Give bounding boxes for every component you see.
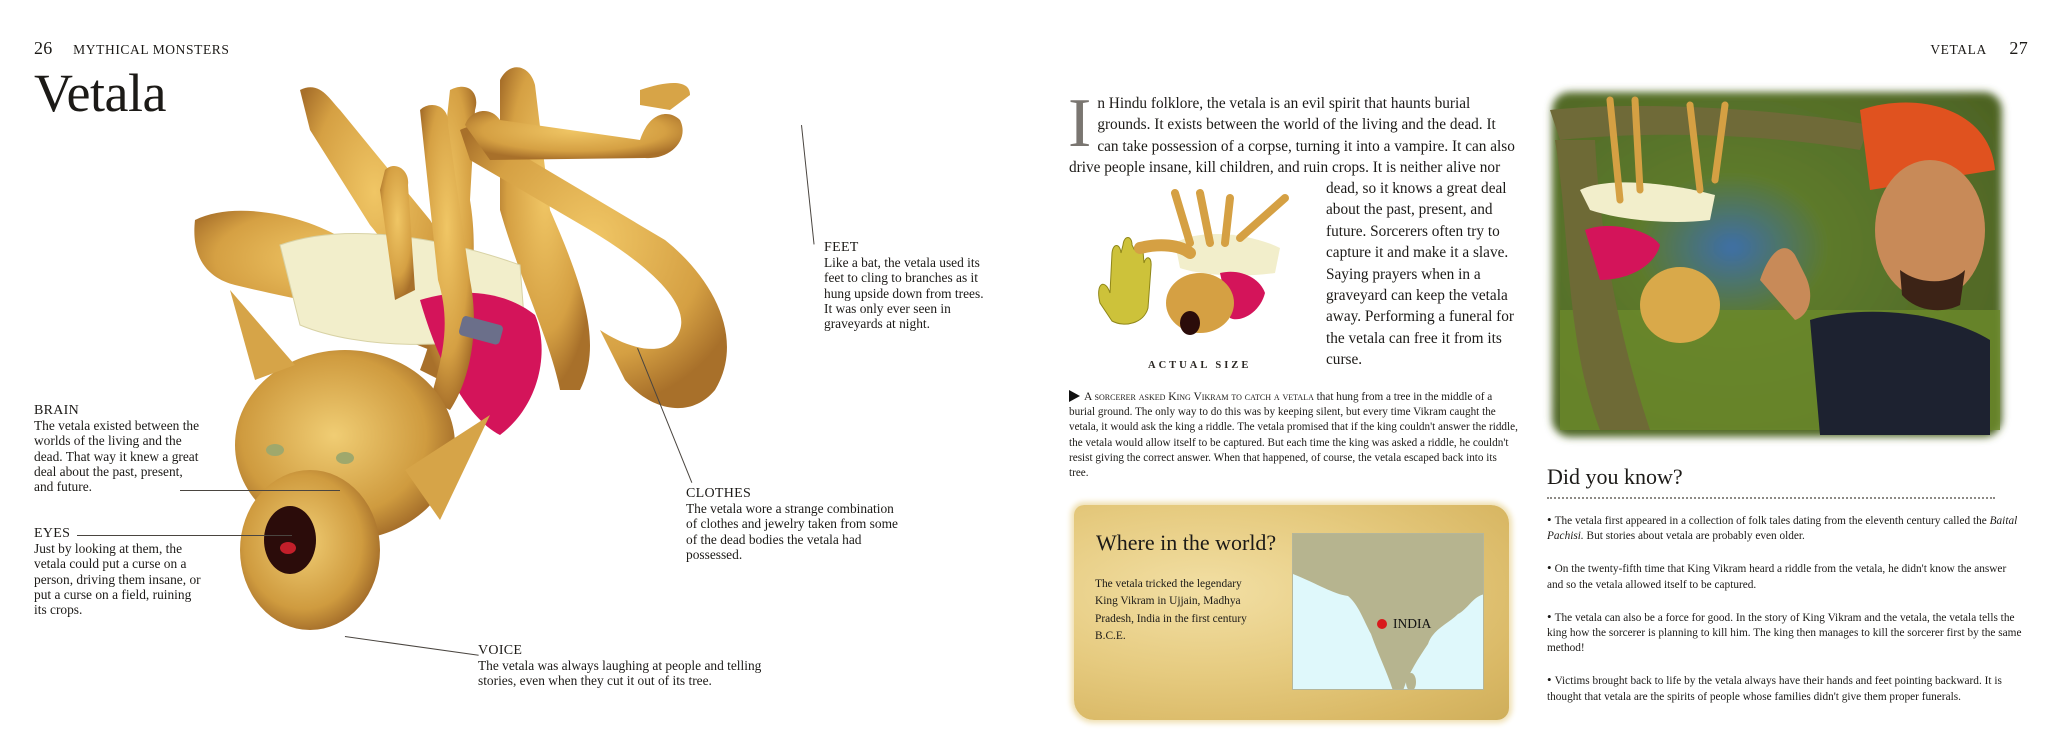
callout-heading: VOICE [478, 643, 523, 658]
fact-item: • Victims brought back to life by the vetala always have their hands and feet pointing backward. It is thought that vetala are the spirits of people whose families didn't give them proper funerals. [1547, 672, 2022, 705]
callout-feet [824, 240, 994, 331]
book-title: Baital Pachisi. [1547, 515, 2018, 543]
callout-text: The vetala existed between the worlds of the living and the dead. That way it knew a great deal about the past, present, and future. [34, 418, 200, 495]
fact-item: • The vetala can also be a force for good. In the story of King Vikram and the vetala, the vetala tells the king how the sorcerer is planning to kill him. The king then manages to kill the sorcerer first by the same method! [1547, 609, 2022, 657]
callout-heading: EYES [34, 526, 71, 541]
running-head-right [1930, 38, 2028, 59]
triangle-bullet-icon [1069, 390, 1080, 402]
mouth [264, 506, 316, 574]
did-you-know-list [1547, 512, 2022, 721]
coat [1810, 312, 1990, 435]
dotted-divider [1547, 497, 1995, 499]
where-title: Where in the world? [1096, 530, 1277, 555]
story-text: that hung from a tree in the middle of a burial ground. The only way to do this was by keeping silent, but every time Vikram caught the vetala, it would ask the king a riddle. The vetala promised that if the king couldn't answer the riddle, the vetala would allow itself to be captured. But each time the king was asked a riddle, he couldn't resist giving the correct answer. When that happened, of course, the vetala escaped back into its tree. [1069, 391, 1518, 480]
fact-item: • On the twenty-fifth time that King Vikram heard a riddle from the vetala, he didn't know the answer and so the vetala allowed itself to be captured. [1547, 560, 2022, 593]
map-label: INDIA [1393, 616, 1432, 631]
callout-heading: CLOTHES [686, 486, 752, 501]
callout-clothes [686, 486, 906, 562]
callout-heading: FEET [824, 240, 859, 255]
callout-heading: BRAIN [34, 403, 80, 418]
page-number: 26 [34, 38, 53, 58]
era-label: B.C.E. [1095, 630, 1126, 643]
map-graphic [1293, 534, 1484, 690]
page-number: 27 [2009, 38, 2028, 58]
callout-voice [478, 643, 798, 689]
callout-brain [34, 403, 204, 494]
story-paragraph [1069, 390, 1519, 481]
callout-text: The vetala wore a strange combination of clothes and jewelry taken from some of the dead bodies the vetala had possessed. [686, 501, 898, 562]
section-title: MYTHICAL MONSTERS [73, 42, 230, 57]
callout-text: Just by looking at them, the vetala could put a curse on a person, driving them insane, or put a curse on a field, ruining its crops. [34, 541, 201, 618]
drop-cap: I [1068, 85, 1092, 162]
section-title: VETALA [1930, 42, 1987, 57]
fact-item: • The vetala first appeared in a collection of folk tales dating from the eleventh century called the Baital Pachisi. But stories about vetala are probably even older. [1547, 512, 2022, 545]
intro-paragraph [1068, 85, 1519, 179]
location-marker-icon [1377, 619, 1387, 629]
india-map [1292, 533, 1484, 690]
king-vikram-painting [1540, 80, 2020, 450]
actual-size-label: ACTUAL SIZE [1148, 360, 1252, 371]
intro-paragraph-wrap: dead, so it knows a great deal about the past, present, and future. Sorcerers often try to capture it and make it a slave. Saying prayers when in a graveyard can keep the vetala away. Performing a funeral for the vetala can free it from its curse. [1326, 180, 1515, 369]
where-text: The vetala tricked the legendary King Vikram in Ujjain, Madhya Pradesh, India in the first century B.C.E. [1095, 578, 1247, 643]
right-page [1024, 0, 2048, 752]
callout-text: Like a bat, the vetala used its feet to cling to branches as it hung upside down from trees. It was only ever seen in graveyards at night. [824, 255, 984, 332]
callout-eyes [34, 526, 204, 617]
did-you-know-title: Did you know? [1547, 464, 1683, 489]
story-lead-in: A sorcerer asked King Vikram to catch a vetala [1084, 391, 1314, 403]
callout-text: The vetala was always laughing at people and telling stories, even when they cut it out of its tree. [478, 658, 762, 689]
page-title: Vetala [34, 63, 166, 123]
vetala-illustration [170, 50, 890, 710]
actual-size-illustration [1080, 183, 1330, 373]
intro-text: n Hindu folklore, the vetala is an evil spirit that haunts burial grounds. It exists between the world of the living and the dead. It can take possession of a corpse, turning it into a vampire. It can also drive people insane, kill children, and ruin crops. It is neither alive nor [1069, 95, 1515, 177]
leader-line-brain [180, 490, 340, 491]
where-in-the-world-box [1074, 505, 1509, 720]
